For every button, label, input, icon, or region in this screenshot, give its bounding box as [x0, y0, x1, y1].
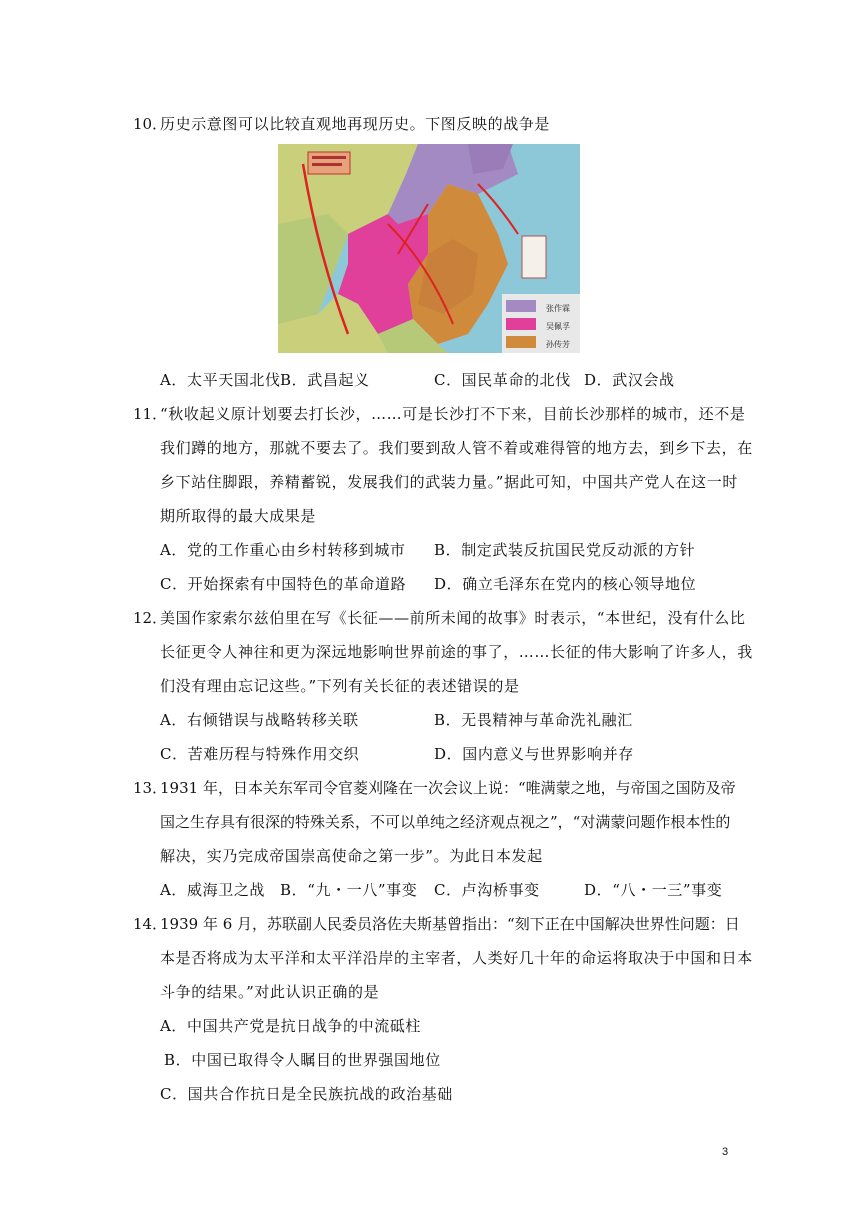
question-stem: 历史示意图可以比较直观地再现历史。下图反映的战争是: [160, 115, 551, 133]
question-number: 14．: [133, 915, 168, 933]
question-stem: 我们蹲的地方，那就不要去了。我们要到敌人管不着或难得管的地方去，到乡下去，在: [160, 439, 753, 457]
question-number: 10．: [133, 115, 168, 133]
question-stem: 本是否将成为太平洋和太平洋沿岸的主宰者，人类好几十年的命运将取决于中国和日本: [160, 949, 753, 967]
option-b: B．无畏精神与革命洗礼融汇: [434, 711, 633, 729]
question-stem: 美国作家索尔兹伯里在写《长征——前所未闻的故事》时表示，“本世纪，没有什么比: [160, 609, 746, 627]
option-b: B．武昌起义: [280, 371, 370, 389]
option-c: C．卢沟桥事变: [434, 881, 540, 899]
question-number: 11．: [133, 405, 168, 423]
question-stem: 解决，实乃完成帝国崇高使命之第一步”。为此日本发起: [160, 847, 543, 865]
question-stem: 乡下站住脚跟，养精蓄锐，发展我们的武装力量。”据此可知，中国共产党人在这一时: [160, 473, 738, 491]
option-c: C．国民革命的北伐: [434, 371, 571, 389]
option-b: B．制定武装反抗国民党反动派的方针: [434, 541, 696, 559]
question-number: 12．: [133, 609, 168, 627]
question-number: 13．: [133, 779, 168, 797]
question-stem: 1939 年 6 月，苏联副人民委员洛佐夫斯基曾指出：“刻下正在中国解决世界性问题：日: [160, 915, 740, 933]
option-a: A．太平天国北伐: [160, 371, 281, 389]
question-stem: 1931 年，日本关东军司令官菱刈隆在一次会议上说：“唯满蒙之地，与帝国之国防及帝: [160, 779, 736, 797]
option-c: C．国共合作抗日是全民族抗战的政治基础: [160, 1085, 453, 1103]
option-c: C．开始探索有中国特色的革命道路: [160, 575, 407, 593]
legend-label-zhang: 张作霖: [546, 304, 570, 313]
option-a: A．党的工作重心由乡村转移到城市: [160, 541, 406, 559]
option-c: C．苦难历程与特殊作用交织: [160, 745, 360, 763]
page-number: 3: [722, 1146, 729, 1158]
option-d: D．国内意义与世界影响并存: [434, 745, 634, 763]
option-a: A．威海卫之战: [160, 881, 266, 899]
option-a: A．中国共产党是抗日战争的中流砥柱: [160, 1017, 422, 1035]
historical-map-image: [278, 144, 580, 353]
legend-label-wu: 吴佩孚: [546, 322, 570, 331]
option-d: D．“八・一三”事变: [584, 881, 723, 899]
question-stem: “秋收起义原计划要去打长沙，……可是长沙打不下来，目前长沙那样的城市，还不是: [160, 405, 746, 423]
question-stem: 长征更令人神往和更为深远地影响世界前途的事了，……长征的伟大影响了许多人，我: [160, 643, 753, 661]
question-stem: 斗争的结果。”对此认识正确的是: [160, 983, 380, 1001]
option-b: B．“九・一八”事变: [280, 881, 418, 899]
option-d: D．武汉会战: [584, 371, 675, 389]
legend-label-sun: 孙传芳: [546, 340, 570, 349]
question-stem: 们没有理由忘记这些。”下列有关长征的表述错误的是: [160, 677, 520, 695]
option-b: B．中国已取得令人瞩目的世界强国地位: [164, 1051, 441, 1069]
option-a: A．右倾错误与战略转移关联: [160, 711, 359, 729]
question-stem: 期所取得的最大成果是: [160, 507, 317, 525]
question-stem: 国之生存具有很深的特殊关系，不可以单纯之经济观点视之”，“对满蒙问题作根本性的: [160, 813, 731, 831]
option-d: D．确立毛泽东在党内的核心领导地位: [434, 575, 697, 593]
